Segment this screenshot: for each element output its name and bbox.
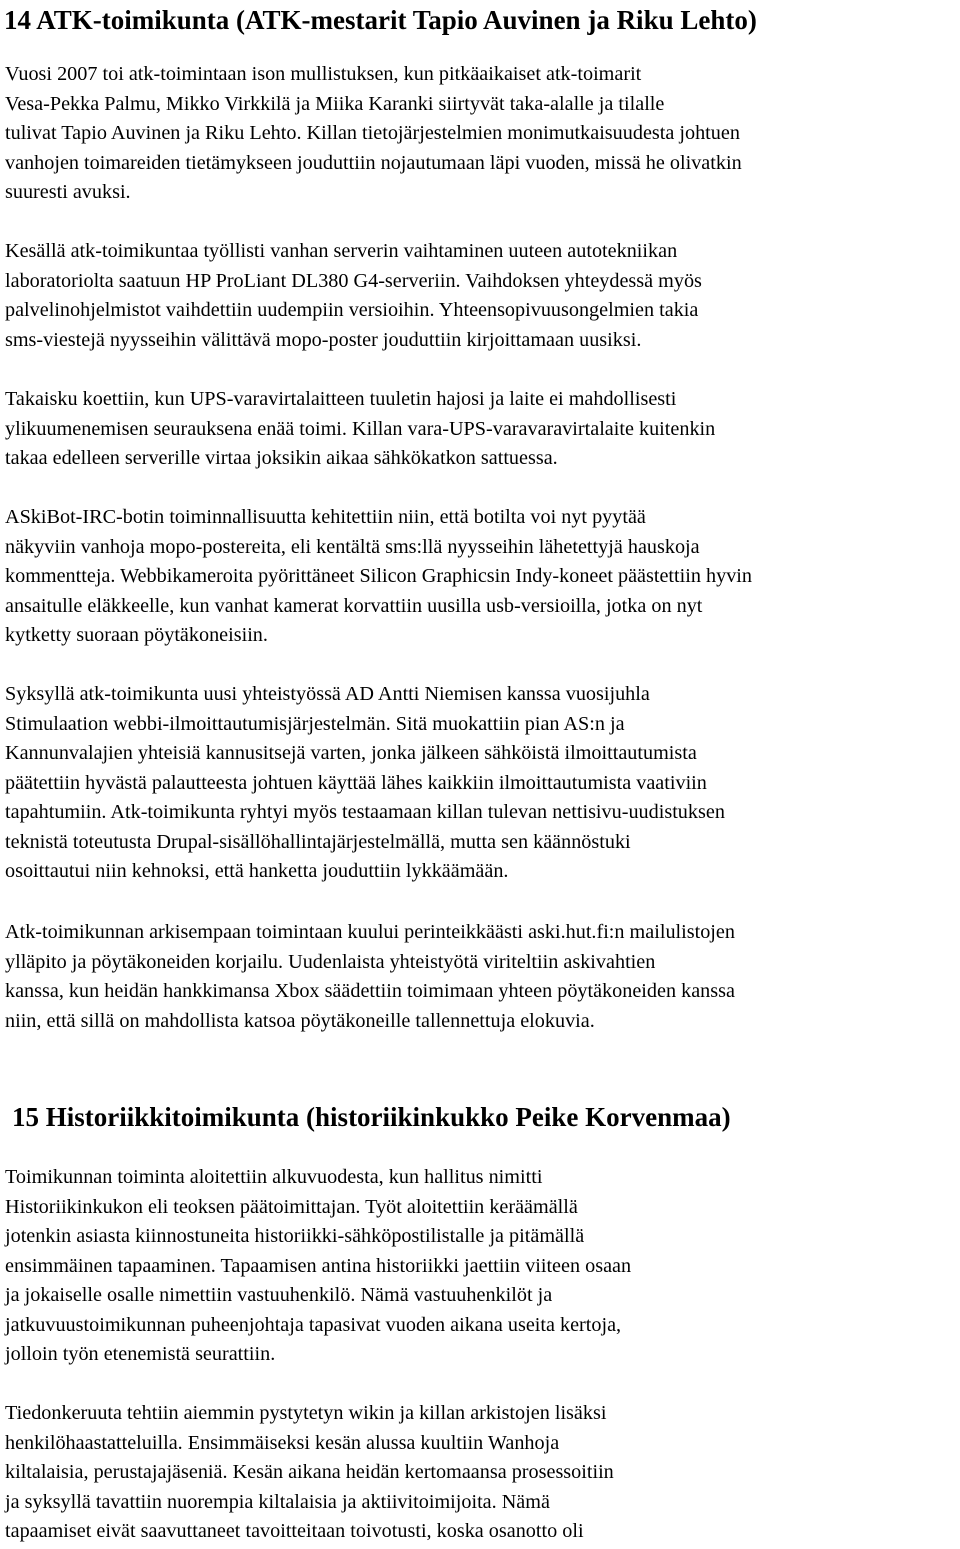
- paragraph-atk-3: Takaisku koettiin, kun UPS-varavirtalaitteen tuuletin hajosi ja laite ei mahdollisesti ylikuumenemisen seurauksena enää toimi. Killan vara-UPS-varavaravirtalaite kuitenkin takaa edelleen serverille virtaa joksikin aikaa sähkökatkon sattuessa.: [5, 388, 716, 469]
- paragraph-historiikki-2: Tiedonkeruuta tehtiin aiemmin pystytetyn wikin ja killan arkistojen lisäksi henkilöhaastatteluilla. Ensimmäiseksi kesän alussa kuultiin Wanhoja kiltalaisia, perustajajäseniä. Kesän aikana heidän kertomaansa prosessoitiin ja syksyllä tavattiin nuorempia kiltalaisia ja aktiivitoimijoita. Nämä tapaamiset eivät saavuttaneet tavoitteitaan toivotusti, koska osanotto oli: [5, 1402, 614, 1542]
- paragraph-historiikki-1: Toimikunnan toiminta aloitettiin alkuvuodesta, kun hallitus nimitti Historiikinkukon eli teoksen päätoimittajan. Työt aloitettiin keräämällä jotenkin asiasta kiinnostuneita historiikki-sähköpostilistalle ja pitämällä ensimmäinen tapaaminen. Tapaamisen antina historiikki jaettiin viiteen osaan ja jokaiselle osalle nimettiin vastuuhenkilö. Nämä vastuuhenkilöt ja jatkuvuustoimikunnan puheenjohtaja tapasivat vuoden aikana useita kertoja, jolloin työn etenemistä seurattiin.: [5, 1166, 632, 1365]
- paragraph-atk-1: Vuosi 2007 toi atk-toimintaan ison mullistuksen, kun pitkäaikaiset atk-toimarit Vesa-Pekka Palmu, Mikko Virkkilä ja Miika Karanki siirtyvät taka-alalle ja tilalle tulivat Tapio Auvinen ja Riku Lehto. Killan tietojärjestelmien monimutkaisuudesta johtuen vanhojen toimareiden tietämykseen jouduttiin nojautumaan läpi vuoden, missä he olivatkin suuresti avuksi.: [5, 63, 742, 203]
- section-heading-15: 15 Historiikkitoimikunta (historiikinkukko Peike Korvenmaa): [12, 1102, 731, 1132]
- paragraph-atk-4: ASkiBot-IRC-botin toiminnallisuutta kehitettiin niin, että botilta voi nyt pyytää näkyviin vanhoja mopo-postereita, eli kentältä sms:llä nyysseihin lähetettyjä hauskoja kommentteja. Webbikameroita pyörittäneet Silicon Graphicsin Indy-koneet päästettiin hyvin ansaitulle eläkkeelle, kun vanhat kamerat korvattiin uusilla usb-versioilla, jotka on nyt kytketty suoraan pöytäkoneisiin.: [5, 506, 752, 646]
- section-heading-14: 14 ATK-toimikunta (ATK-mestarit Tapio Auvinen ja Riku Lehto): [4, 5, 757, 35]
- paragraph-atk-2: Kesällä atk-toimikuntaa työllisti vanhan serverin vaihtaminen uuteen autotekniikan laboratoriolta saatuun HP ProLiant DL380 G4-serveriin. Vaihdoksen yhteydessä myös palvelinohjelmistot vaihdettiin uudempiin versioihin. Yhteensopivuusongelmien takia sms-viestejä nyysseihin välittävä mopo-poster jouduttiin kirjoittamaan uusiksi.: [5, 240, 702, 351]
- paragraph-atk-6: Atk-toimikunnan arkisempaan toimintaan kuului perinteikkäästi aski.hut.fi:n mailulistojen ylläpito ja pöytäkoneiden korjailu. Uudenlaista yhteistyötä viriteltiin askivahtien kanssa, kun heidän hankkimansa Xbox säädettiin toimimaan yhteen pöytäkoneiden kanssa niin, että sillä on mahdollista katsoa pöytäkoneille tallennettuja elokuvia.: [5, 921, 735, 1032]
- paragraph-atk-5: Syksyllä atk-toimikunta uusi yhteistyössä AD Antti Niemisen kanssa vuosijuhla Stimulaation webbi-ilmoittautumisjärjestelmän. Sitä muokattiin pian AS:n ja Kannunvalajien yhteisiä kannusitsejä varten, jonka jälkeen sähköistä ilmoittautumista päätettiin hyvästä palautteesta johtuen käyttää lähes kaikkiin ilmoittautumista vaativiin tapahtumiin. Atk-toimikunta ryhtyi myös testaamaan killan tulevan nettisivu-uudistuksen teknistä toteutusta Drupal-sisällöhallintajärjestelmällä, mutta sen käännöstuki osoittautui niin kehnoksi, että hanketta jouduttiin lykkäämään.: [5, 683, 725, 882]
